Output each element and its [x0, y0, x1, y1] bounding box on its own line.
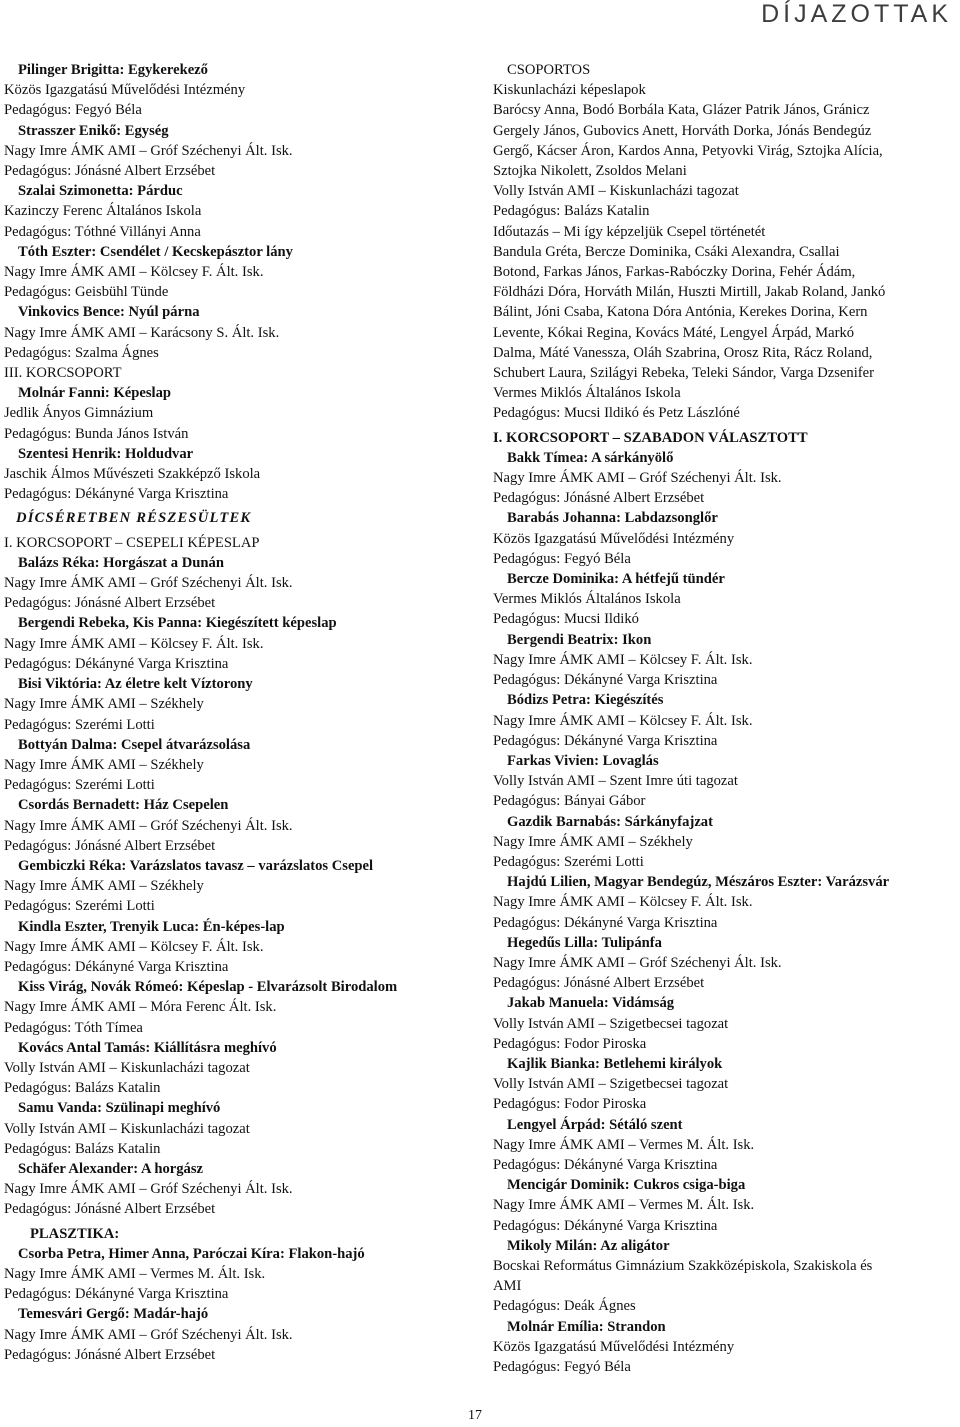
entry-heading: Kajlik Bianka: Betlehemi királyok — [507, 1055, 723, 1072]
entry-line: Pedagógus: Fegyó Béla — [493, 550, 631, 567]
left-column — [4, 60, 474, 1365]
entry-heading: Vinkovics Bence: Nyúl párna — [18, 304, 200, 321]
entry-line: Nagy Imre ÁMK AMI – Móra Ferenc Ált. Isk. — [4, 999, 277, 1016]
entry-line: Pedagógus: Dékányné Varga Krisztina — [493, 1217, 718, 1234]
entry-line: Pedagógus: Szalma Ágnes — [4, 344, 159, 361]
entry-line: Pedagógus: Dékányné Varga Krisztina — [4, 1286, 229, 1303]
entry-line: Közös Igazgatású Művelődési Intézmény — [4, 82, 246, 99]
entry-line: Nagy Imre ÁMK AMI – Gróf Széchenyi Ált. Isk. — [493, 954, 782, 971]
entry-heading: Schäfer Alexander: A horgász — [18, 1160, 203, 1177]
entry-line: Nagy Imre ÁMK AMI – Kölcsey F. Ált. Isk. — [4, 938, 264, 955]
entry-heading: Samu Vanda: Szülinapi meghívó — [18, 1100, 221, 1117]
entry-heading: Szalai Szimonetta: Párduc — [18, 183, 183, 200]
entry-line: Pedagógus: Mucsi Ildikó és Petz Lászlóné — [493, 405, 740, 422]
entry-line: Nagy Imre ÁMK AMI – Gróf Széchenyi Ált. Isk. — [4, 1326, 293, 1343]
entry-line: Vermes Miklós Általános Iskola — [493, 385, 681, 402]
entry-line: Nagy Imre ÁMK AMI – Gróf Széchenyi Ált. Isk. — [4, 1181, 293, 1198]
entry-heading: Hegedűs Lilla: Tulipánfa — [507, 934, 662, 951]
entry-line: III. KORCSOPORT — [4, 365, 122, 382]
entry-line: Pedagógus: Jónásné Albert Erzsébet — [4, 1346, 216, 1363]
entry-line: Pedagógus: Dékányné Varga Krisztina — [493, 672, 718, 689]
entry-line: Nagy Imre ÁMK AMI – Karácsony S. Ált. Isk. — [4, 324, 280, 341]
entry-heading: Kovács Antal Tamás: Kiállításra meghívó — [18, 1039, 277, 1056]
entry-line: Pedagógus: Tóthné Villányi Anna — [4, 223, 201, 240]
entry-heading: Kindla Eszter, Trenyik Luca: Én-képes-lap — [18, 918, 285, 935]
entry-line: Pedagógus: Fodor Piroska — [493, 1096, 647, 1113]
entry-line: Nagy Imre ÁMK AMI – Gróf Széchenyi Ált. Isk. — [493, 470, 782, 487]
entry-heading: Mikoly Milán: Az aligátor — [507, 1237, 670, 1254]
entry-line: Pedagógus: Jónásné Albert Erzsébet — [493, 975, 705, 992]
entry-line: Pedagógus: Szerémi Lotti — [4, 716, 155, 733]
entry-line: Jedlik Ányos Gimnázium — [4, 405, 154, 422]
entry-line: Időutazás – Mi így képzeljük Csepel történetét — [493, 223, 766, 240]
entry-line: Közös Igazgatású Művelődési Intézmény — [493, 530, 735, 547]
entry-line: Nagy Imre ÁMK AMI – Kölcsey F. Ált. Isk. — [493, 894, 753, 911]
entry-heading: Hajdú Lilien, Magyar Bendegúz, Mészáros Eszter: Varázsvár — [507, 874, 890, 891]
entry-line: Pedagógus: Mucsi Ildikó — [493, 611, 639, 628]
entry-heading: Kiss Virág, Novák Rómeó: Képeslap - Elvarázsolt Birodalom — [18, 979, 398, 996]
entry-line: Nagy Imre ÁMK AMI – Kölcsey F. Ált. Isk. — [493, 712, 753, 729]
entry-line: Levente, Kókai Regina, Kovács Máté, Lengyel Árpád, Markó — [493, 324, 855, 341]
entry-heading: Bódizs Petra: Kiegészítés — [507, 692, 664, 709]
entry-line: Pedagógus: Bányai Gábor — [493, 793, 646, 810]
entry-line: Nagy Imre ÁMK AMI – Gróf Széchenyi Ált. Isk. — [4, 575, 293, 592]
entry-line: Pedagógus: Balázs Katalin — [4, 1080, 161, 1097]
entry-line: Botond, Farkas János, Farkas-Rabóczky Dorina, Fehér Ádám, — [493, 264, 856, 281]
entry-line: Bocskai Református Gimnázium Szakközépiskola, Szakiskola és — [493, 1257, 873, 1274]
entry-line: I. KORCSOPORT – CSEPELI KÉPESLAP — [4, 534, 260, 551]
entry-line: Kazinczy Ferenc Általános Iskola — [4, 203, 202, 220]
entry-line: Pedagógus: Jónásné Albert Erzsébet — [4, 595, 216, 612]
entry-line: Nagy Imre ÁMK AMI – Kölcsey F. Ált. Isk. — [4, 635, 264, 652]
entry-line: Volly István AMI – Kiskunlacházi tagozat — [4, 1120, 250, 1137]
entry-line: Pedagógus: Jónásné Albert Erzsébet — [493, 490, 705, 507]
entry-heading: PLASZTIKA: — [30, 1225, 120, 1242]
entry-line: Pedagógus: Fegyó Béla — [4, 102, 142, 119]
entry-line: Pedagógus: Deák Ágnes — [493, 1298, 636, 1315]
entry-line: Földházi Dóra, Horváth Milán, Huszti Mirtill, Jakab Roland, Jankó — [493, 284, 886, 301]
page-header-title: DÍJAZOTTAK — [761, 0, 952, 28]
entry-heading: Balázs Réka: Horgászat a Dunán — [18, 554, 224, 571]
entry-line: Pedagógus: Dékányné Varga Krisztina — [493, 1156, 718, 1173]
entry-line: Pedagógus: Dékányné Varga Krisztina — [4, 958, 229, 975]
entry-heading: Csordás Bernadett: Ház Csepelen — [18, 797, 229, 814]
entry-line: Volly István AMI – Kiskunlacházi tagozat — [4, 1059, 250, 1076]
entry-line: Pedagógus: Szerémi Lotti — [493, 853, 644, 870]
entry-line: Nagy Imre ÁMK AMI – Székhely — [4, 878, 204, 895]
entry-heading: Szentesi Henrik: Holdudvar — [18, 445, 194, 462]
entry-line: Jaschik Álmos Művészeti Szakképző Iskola — [4, 466, 261, 483]
entry-line: Bandula Gréta, Bercze Dominika, Csáki Alexandra, Csallai — [493, 243, 840, 260]
entry-heading: Csorba Petra, Himer Anna, Paróczai Kíra: Flakon-hajó — [18, 1245, 365, 1262]
entry-line: Pedagógus: Balázs Katalin — [493, 203, 650, 220]
entry-line: Nagy Imre ÁMK AMI – Vermes M. Ált. Isk. — [493, 1197, 755, 1214]
entry-heading: Temesvári Gergő: Madár-hajó — [18, 1306, 209, 1323]
entry-line: Sztojka Nikolett, Zsoldos Melani — [493, 163, 687, 180]
entry-line: CSOPORTOS — [507, 62, 591, 78]
entry-line: Gergő, Kácser Áron, Kardos Anna, Petyovki Virág, Sztojka Alícia, — [493, 142, 883, 159]
entry-line: AMI — [493, 1278, 522, 1295]
page-number: 17 — [468, 1408, 482, 1423]
entry-line: Gergely János, Gubovics Anett, Horváth Dorka, Jónás Bendegúz — [493, 122, 872, 139]
entry-line: Pedagógus: Dékányné Varga Krisztina — [4, 655, 229, 672]
entry-heading: Barabás Johanna: Labdazsonglőr — [507, 510, 718, 527]
entry-heading: Bakk Tímea: A sárkányölő — [507, 449, 674, 466]
entry-heading: Mencigár Dominik: Cukros csiga-biga — [507, 1177, 746, 1194]
entry-line: Nagy Imre ÁMK AMI – Gróf Széchenyi Ált. Isk. — [4, 817, 293, 834]
entry-line: Volly István AMI – Szigetbecsei tagozat — [493, 1015, 729, 1032]
entry-heading: Farkas Vivien: Lovaglás — [507, 752, 659, 769]
entry-line: Nagy Imre ÁMK AMI – Gróf Széchenyi Ált. Isk. — [4, 142, 293, 159]
entry-line: Volly István AMI – Szent Imre úti tagozat — [493, 773, 738, 790]
entry-line: Bálint, Jóni Csaba, Katona Dóra Antónia, Kerekes Dorina, Kern — [493, 304, 868, 321]
entry-line: Pedagógus: Dékányné Varga Krisztina — [493, 914, 718, 931]
entry-heading: Gembiczki Réka: Varázslatos tavasz – varázslatos Csepel — [18, 857, 374, 874]
entry-heading: Gazdik Barnabás: Sárkányfajzat — [507, 813, 713, 830]
entry-line: Pedagógus: Dékányné Varga Krisztina — [4, 486, 229, 503]
entry-heading: Molnár Emília: Strandon — [507, 1318, 666, 1335]
entry-line: Pedagógus: Fodor Piroska — [493, 1035, 647, 1052]
entry-heading: Molnár Fanni: Képeslap — [18, 385, 171, 402]
entry-line: Nagy Imre ÁMK AMI – Kölcsey F. Ált. Isk. — [4, 264, 264, 281]
entry-line: Pedagógus: Szerémi Lotti — [4, 777, 155, 794]
entry-heading: Tóth Eszter: Csendélet / Kecskepásztor lány — [18, 243, 293, 260]
right-column — [493, 60, 957, 1377]
entry-line: Nagy Imre ÁMK AMI – Székhely — [493, 833, 693, 850]
entry-line: Nagy Imre ÁMK AMI – Székhely — [4, 696, 204, 713]
entry-line: Pedagógus: Fegyó Béla — [493, 1359, 631, 1375]
entry-line: Barócsy Anna, Bodó Borbála Kata, Glázer Patrik János, Gránicz — [493, 102, 870, 119]
entry-line: Pedagógus: Tóth Tímea — [4, 1019, 143, 1036]
entry-line: Volly István AMI – Kiskunlacházi tagozat — [493, 183, 739, 200]
entry-line: Közös Igazgatású Művelődési Intézmény — [493, 1338, 735, 1355]
entry-heading: Lengyel Árpád: Sétáló szent — [507, 1116, 683, 1133]
entry-line: Nagy Imre ÁMK AMI – Vermes M. Ált. Isk. — [493, 1136, 755, 1153]
entry-heading: Jakab Manuela: Vidámság — [507, 995, 675, 1012]
entry-line: Pedagógus: Dékányné Varga Krisztina — [493, 732, 718, 749]
entry-line: Pedagógus: Bunda János István — [4, 425, 189, 442]
entry-line: Pedagógus: Szerémi Lotti — [4, 898, 155, 915]
entry-line: Volly István AMI – Szigetbecsei tagozat — [493, 1076, 729, 1093]
entry-line: Pedagógus: Jónásné Albert Erzsébet — [4, 1201, 216, 1218]
entry-line: Pedagógus: Balázs Katalin — [4, 1140, 161, 1157]
entry-heading: Bisi Viktória: Az életre kelt Víztorony — [18, 676, 253, 693]
entry-line: Pedagógus: Geisbühl Tünde — [4, 284, 169, 301]
entry-heading: Strasszer Enikő: Egység — [18, 122, 169, 139]
entry-heading: I. KORCSOPORT – SZABADON VÁLASZTOTT — [493, 429, 808, 446]
entry-line: Pedagógus: Jónásné Albert Erzsébet — [4, 837, 216, 854]
entry-line: Pedagógus: Jónásné Albert Erzsébet — [4, 163, 216, 180]
entry-heading: Bottyán Dalma: Csepel átvarázsolása — [18, 736, 251, 753]
entry-line: Vermes Miklós Általános Iskola — [493, 591, 681, 608]
entry-heading: Pilinger Brigitta: Egykerekező — [18, 62, 208, 78]
entry-heading: Bercze Dominika: A hétfejű tündér — [507, 571, 725, 588]
entry-heading: DÍCSÉRETBEN RÉSZESÜLTEK — [16, 510, 252, 527]
entry-line: Schubert Laura, Szilágyi Rebeka, Teleki Sándor, Varga Dzsenifer — [493, 365, 874, 382]
entry-line: Nagy Imre ÁMK AMI – Székhely — [4, 756, 204, 773]
entry-line: Kiskunlacházi képeslapok — [493, 82, 646, 99]
entry-line: Nagy Imre ÁMK AMI – Vermes M. Ált. Isk. — [4, 1265, 266, 1282]
entry-line: Nagy Imre ÁMK AMI – Kölcsey F. Ált. Isk. — [493, 651, 753, 668]
entry-heading: Bergendi Beatrix: Ikon — [507, 631, 652, 648]
entry-heading: Bergendi Rebeka, Kis Panna: Kiegészített képeslap — [18, 615, 337, 632]
entry-line: Dalma, Máté Vanessza, Oláh Szabrina, Orosz Rita, Rácz Roland, — [493, 344, 873, 361]
